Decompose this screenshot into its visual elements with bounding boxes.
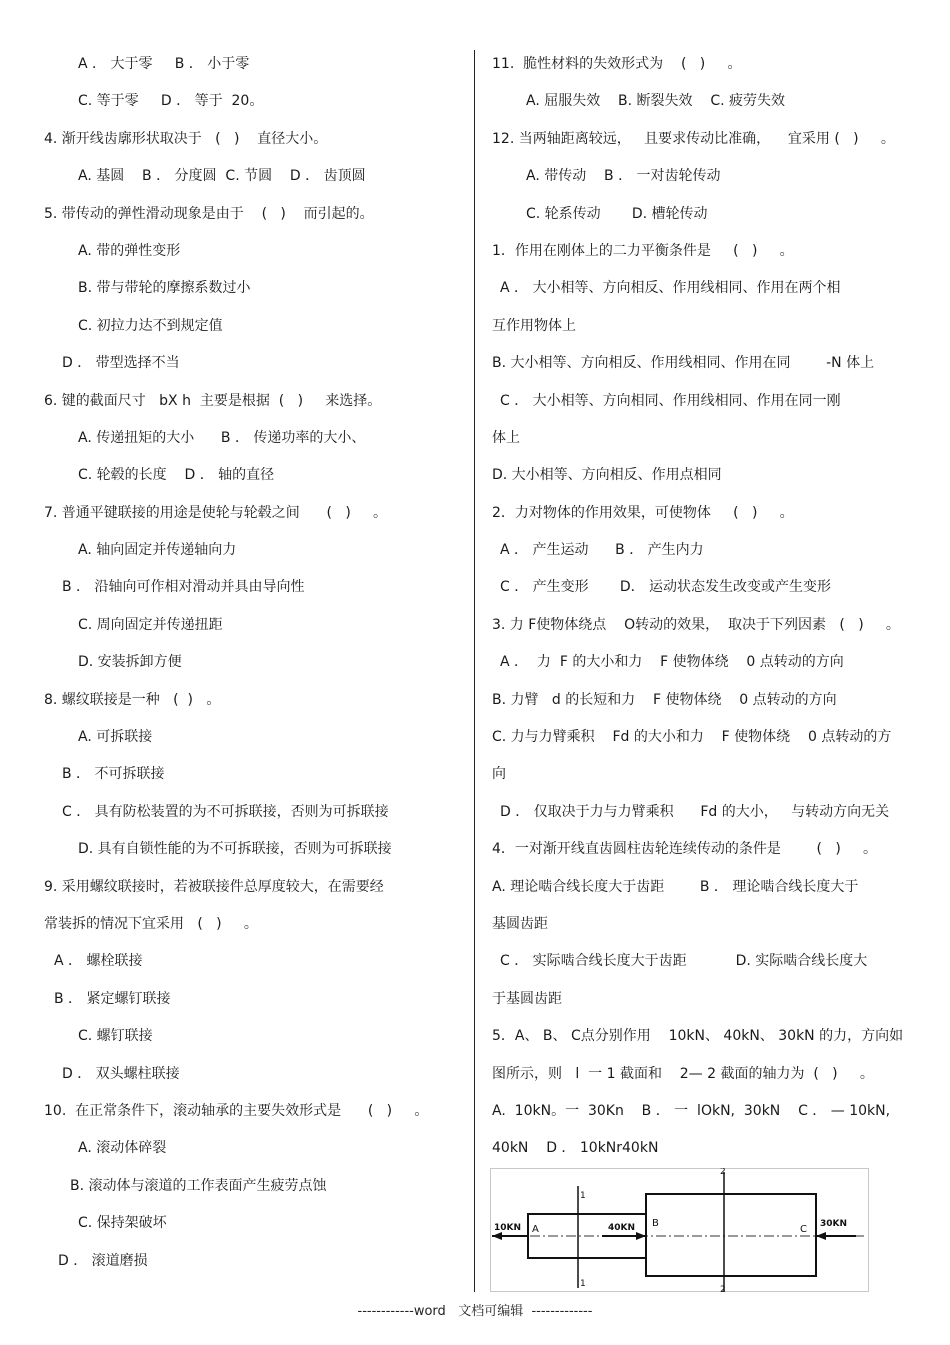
question-line: 10. 在正常条件下，滚动轴承的主要失效形式是 ( ) 。 — [44, 1102, 429, 1119]
section-2-bottom-label: 2 — [720, 1285, 726, 1292]
option-line: 体上 — [492, 429, 520, 446]
question-line: 4．一对渐开线直齿圆柱齿轮连续传动的条件是 ( ) 。 — [492, 841, 878, 858]
option-line: C. 轮系传动 D. 槽轮传动 — [526, 205, 708, 222]
question-line: 图所示，则 l 一 1 截面和 2— 2 截面的轴力为 ( ) 。 — [492, 1065, 874, 1082]
force-40kn-label: 40KN — [608, 1223, 636, 1233]
point-b-label: B — [652, 1218, 659, 1229]
option-line: A ． 螺栓联接 — [54, 953, 143, 970]
question-line: 1．作用在刚体上的二力平衡条件是 ( ) 。 — [492, 242, 794, 259]
thick-shaft-segment — [646, 1194, 816, 1276]
option-line: B. 力臂 d 的长短和力 F 使物体绕 0 点转动的方向 — [492, 691, 837, 708]
option-line: A ． 力 F 的大小和力 F 使物体绕 0 点转动的方向 — [500, 654, 844, 671]
option-line: C. 力与力臂乘积 Fd 的大小和力 F 使物体绕 0 点转动的方 — [492, 729, 892, 746]
question-line: 6. 键的截面尺寸 bX h 主要是根据 ( ) 来选择。 — [44, 392, 382, 409]
force-30kn-label: 30KN — [820, 1219, 848, 1229]
question-line: 2．力对物体的作用效果，可使物体 ( ) 。 — [492, 504, 794, 521]
section-2-top-label: 2 — [720, 1168, 726, 1177]
option-line: C. 螺钉联接 — [78, 1028, 153, 1045]
force-30kn-arrowhead — [816, 1232, 826, 1240]
option-line: C. 周向固定并传递扭距 — [78, 616, 223, 633]
option-line: C ． 大小相等、方向相同、作用线相同、作用在同一刚 — [500, 392, 841, 409]
option-line: A. 理论啮合线长度大于齿距 B ． 理论啮合线长度大于 — [492, 878, 859, 895]
option-line: A. 带传动 B ． 一对齿轮传动 — [526, 168, 721, 185]
option-line: 互作用物体上 — [492, 317, 576, 334]
option-line: B. 带与带轮的摩擦系数过小 — [78, 280, 251, 297]
question-line: 7. 普通平键联接的用途是使轮与轮毂之间 ( ) 。 — [44, 504, 388, 521]
option-line: B ． 沿轴向可作相对滑动并具由导向性 — [62, 579, 305, 596]
question-line: 12. 当两轴距离较远， 且要求传动比准确， 宜采用 ( ) 。 — [492, 130, 895, 147]
option-line: A. 带的弹性变形 — [78, 242, 181, 259]
option-line: 40kN D ． 10kNr40kN — [492, 1140, 659, 1157]
option-line: A. 屈服失效 B. 断裂失效 C. 疲劳失效 — [526, 93, 786, 110]
column-divider — [474, 50, 475, 1292]
option-line: D ． 带型选择不当 — [62, 355, 180, 372]
question-line: 4. 渐开线齿廓形状取决于 ( ) 直径大小。 — [44, 130, 328, 147]
option-line: D. 具有自锁性能的为不可拆联接，否则为可拆联接 — [78, 841, 392, 858]
shaft-diagram — [490, 1168, 870, 1292]
option-line: B. 大小相等、方向相反、作用线相同、作用在同 -N 体上 — [492, 355, 875, 372]
option-line: D ． 仅取决于力与力臂乘积 Fd 的大小， 与转动方向无关 — [500, 803, 890, 820]
right-column — [492, 46, 912, 1168]
option-line: 于基圆齿距 — [492, 990, 562, 1007]
option-line: 向 — [492, 766, 506, 783]
force-10kn-label: 10KN — [494, 1223, 522, 1233]
force-10kn-arrowhead — [492, 1232, 502, 1240]
question-line: 9. 采用螺纹联接时，若被联接件总厚度较大，在需要经 — [44, 878, 384, 895]
option-line: A. 10kN。一 30Kn B ． 一 lOkN, 30kN C ． — 10kN, — [492, 1102, 891, 1119]
option-line: D ． 滚道磨损 — [58, 1252, 148, 1269]
question-line: 11. 脆性材料的失效形式为 ( ) 。 — [492, 56, 742, 72]
option-line: C. 轮毂的长度 D ． 轴的直径 — [78, 467, 275, 484]
question-line: 5. 带传动的弹性滑动现象是由于 ( ) 而引起的。 — [44, 205, 374, 222]
option-line: A. 基圆 B ． 分度圆 C. 节圆 D ． 齿顶圆 — [78, 168, 366, 185]
option-line: A. 可拆联接 — [78, 729, 153, 746]
option-line: C. 保持架破坏 — [78, 1215, 167, 1232]
option-line: C. 初拉力达不到规定值 — [78, 317, 223, 334]
option-line: B. 滚动体与滚道的工作表面产生疲劳点蚀 — [70, 1177, 327, 1194]
option-line: C ． 产生变形 D． 运动状态发生改变或产生变形 — [500, 579, 832, 596]
point-a-label: A — [532, 1224, 539, 1235]
option-line: D. 大小相等、方向相反、作用点相同 — [492, 467, 722, 484]
option-line: C ． 具有防松装置的为不可拆联接，否则为可拆联接 — [62, 803, 389, 820]
option-line: B ． 紧定螺钉联接 — [54, 990, 171, 1007]
option-line: A. 轴向固定并传递轴向力 — [78, 542, 237, 559]
question-line: 5．A、 B、 C点分别作用 10kN、 40kN、 30kN 的力，方向如 — [492, 1028, 904, 1045]
page-footer: ------------word 文档可编辑 ------------- — [357, 1304, 593, 1319]
option-line: A ． 产生运动 B ． 产生内力 — [500, 542, 704, 559]
force-40kn-arrowhead — [636, 1232, 646, 1240]
point-c-label: C — [800, 1224, 807, 1235]
text-line: C. 等于零 D ． 等于 20。 — [78, 93, 264, 110]
option-line: D. 安装拆卸方便 — [78, 654, 182, 671]
axial-force-figure — [490, 1168, 870, 1292]
question-line: 8. 螺纹联接是一种 ( ) 。 — [44, 691, 221, 708]
option-line: A. 滚动体碎裂 — [78, 1140, 167, 1157]
option-line: D ． 双头螺柱联接 — [62, 1065, 180, 1082]
section-1-bottom-label: 1 — [580, 1279, 586, 1289]
option-line: A ． 大小相等、方向相反、作用线相同、作用在两个相 — [500, 280, 841, 297]
question-line: 常装拆的情况下宜采用 ( ) 。 — [44, 915, 258, 932]
option-line: 基圆齿距 — [492, 915, 548, 932]
option-line: B ． 不可拆联接 — [62, 766, 165, 783]
section-1-top-label: 1 — [580, 1191, 586, 1201]
option-line: C ． 实际啮合线长度大于齿距 D. 实际啮合线长度大 — [500, 953, 868, 970]
left-column — [44, 46, 464, 1280]
option-line: A. 传递扭矩的大小 B ． 传递功率的大小、 — [78, 429, 366, 446]
text-line: A ． 大于零 B ． 小于零 — [78, 56, 250, 72]
question-line: 3. 力 F使物体绕点 O转动的效果， 取决于下列因素 ( ) 。 — [492, 616, 900, 633]
figure-frame — [491, 1169, 869, 1292]
